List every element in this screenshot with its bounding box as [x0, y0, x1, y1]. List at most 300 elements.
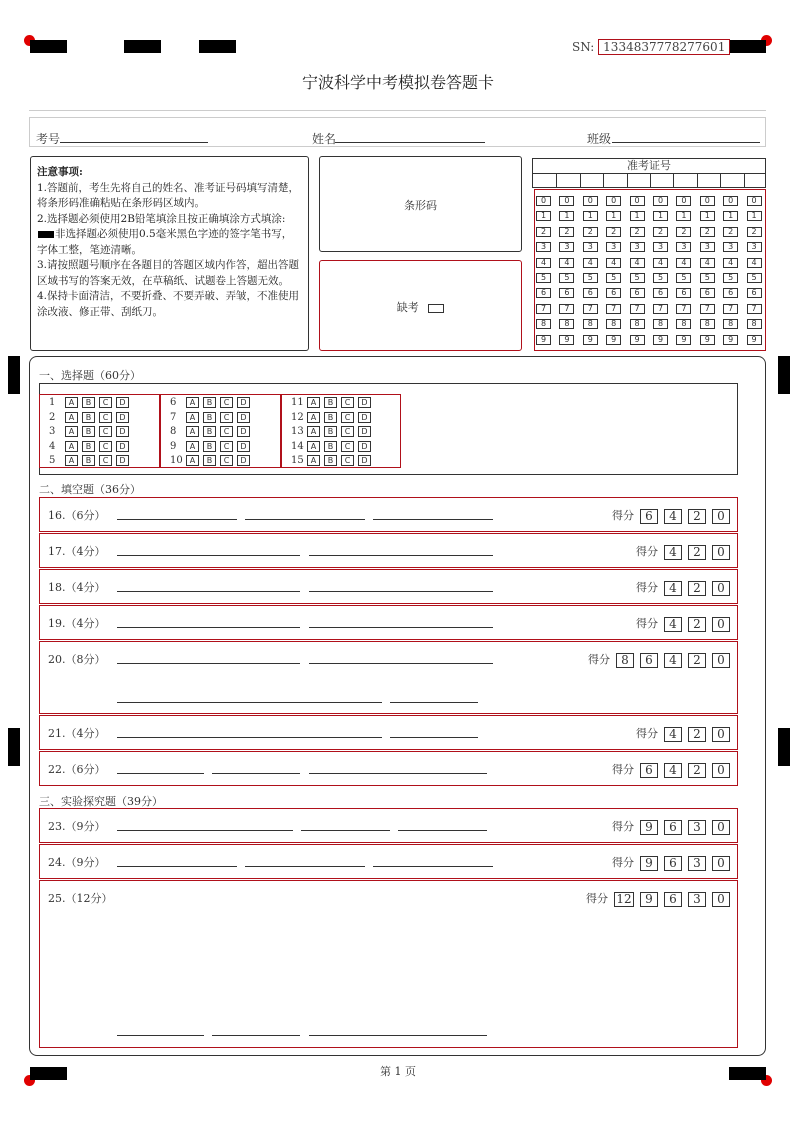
choice-question-row	[43, 455, 133, 466]
score-label: 得分	[636, 727, 658, 740]
zkzh-digit-bubble[interactable]: 5	[606, 273, 621, 283]
choice-question-row	[164, 455, 254, 466]
score-panel	[586, 890, 730, 907]
timing-mark	[30, 40, 67, 53]
zkzh-digit-bubble[interactable]: 8	[606, 319, 621, 329]
answer-blank-line[interactable]	[309, 663, 493, 664]
score-panel	[612, 854, 730, 871]
choice-option-bubble[interactable]: C	[220, 426, 233, 437]
zkzh-digit-bubble[interactable]: 6	[559, 288, 574, 298]
zkzh-digit-bubble[interactable]: 8	[676, 319, 691, 329]
notes-box	[30, 156, 309, 351]
zkzh-digit-bubble[interactable]: 0	[583, 196, 598, 206]
zkzh-digit-bubble[interactable]: 0	[676, 196, 691, 206]
choice-option-bubble[interactable]: D	[358, 441, 371, 452]
answer-blank-line[interactable]	[117, 591, 300, 592]
score-bubble[interactable]: 0	[712, 509, 730, 524]
zkzh-digit-bubble[interactable]: 9	[747, 335, 762, 345]
zkzh-digit-bubble[interactable]: 1	[559, 211, 574, 221]
zkzh-digit-bubble[interactable]: 1	[606, 211, 621, 221]
zkzh-digit-bubble[interactable]: 1	[747, 211, 762, 221]
page-title: 宁波科学中考模拟卷答题卡	[301, 73, 494, 92]
zkzh-digit-bubble[interactable]: 2	[723, 227, 738, 237]
score-bubble[interactable]: 6	[664, 820, 682, 835]
choice-option-bubble[interactable]: D	[116, 412, 129, 423]
choice-option-bubble[interactable]: B	[82, 397, 95, 408]
choice-option-bubble[interactable]: B	[203, 397, 216, 408]
exam-no-label: 考号	[36, 132, 61, 146]
zkzh-digit-bubble[interactable]: 1	[723, 211, 738, 221]
score-label: 得分	[636, 545, 658, 558]
choice-number: 15	[291, 455, 304, 467]
score-bubble[interactable]: 2	[688, 763, 706, 778]
choice-question-row	[285, 441, 375, 452]
score-bubble[interactable]: 4	[664, 653, 682, 668]
zkzh-digit-bubble[interactable]: 4	[536, 258, 551, 268]
choice-option-bubble[interactable]: A	[307, 455, 320, 466]
choice-question-row	[164, 441, 254, 452]
choice-option-bubble[interactable]: D	[358, 412, 371, 423]
score-label: 得分	[612, 820, 634, 833]
zkzh-digit-bubble[interactable]: 0	[723, 196, 738, 206]
zkzh-digit-bubble[interactable]: 1	[630, 211, 645, 221]
score-bubble[interactable]: 0	[712, 856, 730, 871]
score-bubble[interactable]: 4	[664, 763, 682, 778]
choice-number: 4	[49, 440, 56, 452]
zkzh-digit-bubble[interactable]: 4	[630, 258, 645, 268]
score-bubble[interactable]: 2	[688, 545, 706, 560]
answer-blank-line[interactable]	[117, 519, 237, 520]
zkzh-digit-bubble[interactable]: 5	[583, 273, 598, 283]
zkzh-digit-bubble[interactable]: 6	[676, 288, 691, 298]
zkzh-digit-bubble[interactable]: 2	[583, 227, 598, 237]
zkzh-digit-bubble[interactable]: 3	[583, 242, 598, 252]
answer-blank-line[interactable]	[309, 627, 493, 628]
choice-option-bubble[interactable]: D	[358, 455, 371, 466]
zkzh-digit-bubble[interactable]: 5	[536, 273, 551, 283]
answer-blank-line[interactable]	[212, 773, 300, 774]
score-label: 得分	[588, 653, 610, 666]
zkzh-digit-bubble[interactable]: 8	[747, 319, 762, 329]
choice-number: 6	[170, 397, 177, 408]
zkzh-title: 准考证号	[532, 158, 766, 174]
choice-option-bubble[interactable]: A	[307, 441, 320, 452]
choice-option-bubble[interactable]: C	[341, 397, 354, 408]
choice-option-bubble[interactable]: B	[203, 412, 216, 423]
score-label: 得分	[636, 617, 658, 630]
choice-option-bubble[interactable]: C	[341, 455, 354, 466]
choice-question-row	[164, 397, 254, 408]
choice-option-bubble[interactable]: D	[237, 397, 250, 408]
choice-option-bubble[interactable]: A	[65, 455, 78, 466]
score-bubble[interactable]: 12	[614, 892, 634, 907]
zkzh-digit-bubble[interactable]: 9	[676, 335, 691, 345]
zkzh-digit-bubble[interactable]: 1	[700, 211, 715, 221]
zkzh-digit-bubble[interactable]: 1	[676, 211, 691, 221]
score-bubble[interactable]: 0	[712, 653, 730, 668]
timing-mark	[8, 356, 20, 394]
choice-number: 12	[291, 411, 304, 423]
zkzh-digit-bubble[interactable]: 8	[700, 319, 715, 329]
zkzh-digit-bubble[interactable]: 3	[559, 242, 574, 252]
answer-blank-line[interactable]	[309, 555, 493, 556]
score-bubble[interactable]: 4	[664, 727, 682, 742]
page-footer: 第 1 页	[380, 1065, 416, 1078]
choice-option-bubble[interactable]: A	[186, 455, 199, 466]
answer-blank-line[interactable]	[390, 737, 478, 738]
score-bubble[interactable]: 4	[664, 545, 682, 560]
answer-blank-line[interactable]	[117, 663, 300, 664]
answer-blank-line[interactable]	[373, 519, 493, 520]
answer-blank-line[interactable]	[117, 555, 300, 556]
question-answer-box[interactable]	[39, 605, 738, 640]
zkzh-digit-bubble[interactable]: 2	[606, 227, 621, 237]
score-bubble[interactable]: 3	[688, 892, 706, 907]
answer-blank-line[interactable]	[390, 702, 478, 703]
zkzh-digit-bubble[interactable]: 9	[536, 335, 551, 345]
choice-option-bubble[interactable]: A	[65, 397, 78, 408]
answer-blank-line[interactable]	[309, 591, 493, 592]
zkzh-digit-bubble[interactable]: 2	[559, 227, 574, 237]
question-label: 17.（4分）	[48, 545, 106, 558]
choice-option-bubble[interactable]: B	[82, 455, 95, 466]
zkzh-digit-bubble[interactable]: 9	[653, 335, 668, 345]
choice-option-bubble[interactable]: C	[341, 441, 354, 452]
notes-line-2: 2.选择题必须使用2B铅笔填涂且按正确填涂方式填涂:非选择题必须使用0.5毫米黑色字迹的签字笔书写，字体工整，笔迹清晰。	[37, 212, 293, 256]
zkzh-digit-bubble[interactable]: 7	[747, 304, 762, 314]
score-bubble[interactable]: 2	[688, 653, 706, 668]
choice-number: 2	[49, 411, 56, 423]
zkzh-digit-bubble[interactable]: 1	[536, 211, 551, 221]
choice-option-bubble[interactable]: A	[65, 426, 78, 437]
choice-option-bubble[interactable]: D	[116, 455, 129, 466]
choice-option-bubble[interactable]: C	[99, 455, 112, 466]
zkzh-digit-bubble[interactable]: 6	[583, 288, 598, 298]
zkzh-digit-bubble[interactable]: 0	[747, 196, 762, 206]
zkzh-digit-bubble[interactable]: 6	[747, 288, 762, 298]
exam-no-field[interactable]	[60, 128, 208, 143]
timing-mark	[199, 40, 236, 53]
choice-option-bubble[interactable]: B	[324, 441, 337, 452]
score-bubble[interactable]: 6	[664, 856, 682, 871]
choice-option-bubble[interactable]: B	[203, 455, 216, 466]
choice-option-bubble[interactable]: B	[324, 412, 337, 423]
title-divider	[29, 110, 766, 111]
choice-option-bubble[interactable]: A	[307, 412, 320, 423]
choice-number: 9	[170, 440, 177, 452]
zkzh-digit-bubble[interactable]: 3	[723, 242, 738, 252]
timing-mark	[729, 40, 766, 53]
score-bubble[interactable]: 0	[712, 727, 730, 742]
score-bubble[interactable]: 6	[640, 763, 658, 778]
choice-option-bubble[interactable]: C	[99, 412, 112, 423]
choice-option-bubble[interactable]: D	[358, 397, 371, 408]
answer-blank-line[interactable]	[245, 866, 365, 867]
zkzh-digit-bubble[interactable]: 2	[630, 227, 645, 237]
timing-mark	[778, 356, 790, 394]
choice-question-row	[43, 397, 133, 408]
score-bubble[interactable]: 6	[640, 653, 658, 668]
answer-blank-line[interactable]	[117, 866, 237, 867]
zkzh-digit-bubble[interactable]: 7	[606, 304, 621, 314]
score-label: 得分	[612, 856, 634, 869]
choice-option-bubble[interactable]: B	[82, 441, 95, 452]
choice-question-row	[164, 426, 254, 437]
zkzh-digit-bubble[interactable]: 4	[606, 258, 621, 268]
choice-question-row	[285, 426, 375, 437]
choice-option-bubble[interactable]: B	[324, 397, 337, 408]
zkzh-digit-bubble[interactable]: 4	[747, 258, 762, 268]
choice-option-bubble[interactable]: B	[82, 412, 95, 423]
score-bubble[interactable]: 2	[688, 617, 706, 632]
zkzh-digit-bubble[interactable]: 6	[536, 288, 551, 298]
absent-checkbox[interactable]	[428, 304, 444, 313]
score-bubble[interactable]: 9	[640, 856, 658, 871]
question-label: 23.（9分）	[48, 820, 106, 833]
score-bubble[interactable]: 0	[712, 892, 730, 907]
choice-option-bubble[interactable]: D	[116, 426, 129, 437]
class-field[interactable]	[612, 128, 760, 143]
choice-option-bubble[interactable]: A	[307, 426, 320, 437]
choice-option-bubble[interactable]: B	[324, 455, 337, 466]
absent-label: 缺考	[396, 301, 419, 314]
zkzh-digit-bubble[interactable]: 2	[536, 227, 551, 237]
notes-title: 注意事项:	[37, 166, 83, 178]
zkzh-digit-bubble[interactable]: 8	[723, 319, 738, 329]
choice-option-bubble[interactable]: D	[237, 426, 250, 437]
zkzh-digit-bubble[interactable]: 7	[630, 304, 645, 314]
zkzh-digit-bubble[interactable]: 6	[630, 288, 645, 298]
zkzh-digit-bubble[interactable]: 7	[700, 304, 715, 314]
zkzh-digit-bubble[interactable]: 6	[700, 288, 715, 298]
score-bubble[interactable]: 3	[688, 820, 706, 835]
zkzh-digit-bubble[interactable]: 9	[700, 335, 715, 345]
choice-question-row	[285, 412, 375, 423]
question-answer-box[interactable]	[39, 533, 738, 568]
question-answer-box[interactable]	[39, 715, 738, 750]
zkzh-digit-bubble[interactable]: 7	[536, 304, 551, 314]
choice-number: 13	[291, 426, 304, 438]
score-bubble[interactable]: 0	[712, 820, 730, 835]
zkzh-digit-bubble[interactable]: 5	[630, 273, 645, 283]
score-bubble[interactable]: 0	[712, 617, 730, 632]
choice-option-bubble[interactable]: A	[307, 397, 320, 408]
question-label: 18.（4分）	[48, 581, 106, 594]
score-label: 得分	[612, 763, 634, 776]
zkzh-digit-bubble[interactable]: 3	[653, 242, 668, 252]
name-field[interactable]	[335, 128, 485, 143]
choice-option-bubble[interactable]: B	[324, 426, 337, 437]
choice-number: 10	[170, 455, 183, 467]
class-label: 班级	[587, 132, 612, 146]
choice-option-bubble[interactable]: B	[203, 441, 216, 452]
score-panel	[612, 818, 730, 835]
zkzh-digit-bubble[interactable]: 8	[536, 319, 551, 329]
score-bubble[interactable]: 0	[712, 545, 730, 560]
zkzh-digit-bubble[interactable]: 9	[583, 335, 598, 345]
choice-option-bubble[interactable]: A	[186, 426, 199, 437]
choice-option-bubble[interactable]: C	[220, 412, 233, 423]
zkzh-digit-bubble[interactable]: 5	[559, 273, 574, 283]
answer-blank-line[interactable]	[373, 866, 493, 867]
choice-option-bubble[interactable]: A	[186, 441, 199, 452]
choice-option-bubble[interactable]: A	[186, 397, 199, 408]
zkzh-digit-bubble[interactable]: 9	[559, 335, 574, 345]
choice-option-bubble[interactable]: D	[116, 441, 129, 452]
zkzh-grid[interactable]	[532, 158, 766, 351]
zkzh-digit-bubble[interactable]: 3	[606, 242, 621, 252]
zkzh-digit-bubble[interactable]: 6	[653, 288, 668, 298]
score-bubble[interactable]: 4	[664, 617, 682, 632]
sn-value: 1334837778277601	[598, 39, 730, 55]
notes-line-4: 4.保持卡面清洁，不要折叠、不要弄破、弄皱，不准使用涂改液、修正带、刮纸刀。	[37, 290, 300, 318]
zkzh-digit-bubble[interactable]: 4	[723, 258, 738, 268]
zkzh-digit-bubble[interactable]: 0	[653, 196, 668, 206]
zkzh-digit-bubble[interactable]: 4	[700, 258, 715, 268]
answer-blank-line[interactable]	[117, 773, 204, 774]
score-bubble[interactable]: 4	[664, 509, 682, 524]
zkzh-digit-bubble[interactable]: 7	[653, 304, 668, 314]
score-bubble[interactable]: 2	[688, 581, 706, 596]
choice-option-bubble[interactable]: C	[99, 441, 112, 452]
choice-option-bubble[interactable]: C	[220, 397, 233, 408]
answer-blank-line[interactable]	[309, 1035, 487, 1036]
choice-option-bubble[interactable]: D	[237, 455, 250, 466]
serial-number	[572, 40, 730, 54]
zkzh-digit-bubble[interactable]: 3	[630, 242, 645, 252]
zkzh-digit-bubble[interactable]: 6	[606, 288, 621, 298]
answer-blank-line[interactable]	[309, 773, 487, 774]
score-panel	[636, 615, 730, 632]
barcode-area	[319, 156, 522, 252]
name-label: 姓名	[312, 132, 337, 146]
question-label: 24.（9分）	[48, 856, 106, 869]
zkzh-panel	[532, 158, 766, 351]
zkzh-digit-bubble[interactable]: 9	[630, 335, 645, 345]
choice-option-bubble[interactable]: A	[65, 412, 78, 423]
zkzh-digit-bubble[interactable]: 0	[606, 196, 621, 206]
choice-question-row	[285, 397, 375, 408]
zkzh-digit-bubble[interactable]: 7	[723, 304, 738, 314]
zkzh-digit-bubble[interactable]: 5	[653, 273, 668, 283]
choice-option-bubble[interactable]: D	[237, 412, 250, 423]
choice-option-bubble[interactable]: A	[65, 441, 78, 452]
choice-option-bubble[interactable]: C	[341, 412, 354, 423]
score-bubble[interactable]: 2	[688, 509, 706, 524]
zkzh-digit-bubble[interactable]: 2	[700, 227, 715, 237]
choice-option-bubble[interactable]: C	[220, 455, 233, 466]
zkzh-digit-bubble[interactable]: 8	[653, 319, 668, 329]
zkzh-digit-bubble[interactable]: 0	[536, 196, 551, 206]
question-label: 22.（6分）	[48, 763, 106, 776]
answer-blank-line[interactable]	[398, 830, 487, 831]
choice-question-row	[164, 412, 254, 423]
zkzh-digit-bubble[interactable]: 4	[676, 258, 691, 268]
score-bubble[interactable]: 0	[712, 581, 730, 596]
answer-blank-line[interactable]	[117, 830, 293, 831]
choice-question-row	[43, 426, 133, 437]
zkzh-digit-bubble[interactable]: 3	[700, 242, 715, 252]
zkzh-digit-bubble[interactable]: 6	[723, 288, 738, 298]
answer-blank-line[interactable]	[301, 830, 390, 831]
zkzh-digit-bubble[interactable]: 8	[559, 319, 574, 329]
info-row	[29, 117, 766, 147]
score-bubble[interactable]: 9	[640, 892, 658, 907]
choice-option-bubble[interactable]: C	[99, 426, 112, 437]
choice-question-row	[43, 441, 133, 452]
zkzh-digit-bubble[interactable]: 8	[583, 319, 598, 329]
score-panel	[612, 761, 730, 778]
choice-option-bubble[interactable]: C	[99, 397, 112, 408]
choice-option-bubble[interactable]: A	[186, 412, 199, 423]
answer-blank-line[interactable]	[117, 702, 382, 703]
zkzh-digit-bubble[interactable]: 3	[747, 242, 762, 252]
notes-line-1: 1.答题前，考生先将自己的姓名、准考证号码填写清楚，将条形码准确粘贴在条形码区域内。	[37, 181, 300, 209]
score-bubble[interactable]: 4	[664, 581, 682, 596]
zkzh-digit-bubble[interactable]: 9	[606, 335, 621, 345]
zkzh-digit-bubble[interactable]: 2	[676, 227, 691, 237]
score-bubble[interactable]: 6	[664, 892, 682, 907]
zkzh-digit-bubble[interactable]: 0	[630, 196, 645, 206]
choice-option-bubble[interactable]: C	[341, 426, 354, 437]
zkzh-digit-bubble[interactable]: 5	[676, 273, 691, 283]
answer-blank-line[interactable]	[117, 737, 382, 738]
score-label: 得分	[612, 509, 634, 522]
score-bubble[interactable]: 2	[688, 727, 706, 742]
zkzh-digit-bubble[interactable]: 0	[700, 196, 715, 206]
zkzh-digit-bubble[interactable]: 7	[559, 304, 574, 314]
choice-option-bubble[interactable]: D	[237, 441, 250, 452]
zkzh-digit-bubble[interactable]: 5	[700, 273, 715, 283]
choice-option-bubble[interactable]: B	[203, 426, 216, 437]
answer-blank-line[interactable]	[245, 519, 365, 520]
zkzh-digit-bubble[interactable]: 2	[747, 227, 762, 237]
answer-blank-line[interactable]	[117, 627, 300, 628]
zkzh-digit-bubble[interactable]: 0	[559, 196, 574, 206]
score-label: 得分	[636, 581, 658, 594]
answer-blank-line[interactable]	[117, 1035, 204, 1036]
score-label: 得分	[586, 892, 608, 905]
zkzh-digit-bubble[interactable]: 3	[676, 242, 691, 252]
zkzh-digit-bubble[interactable]: 5	[723, 273, 738, 283]
zkzh-digit-bubble[interactable]: 4	[583, 258, 598, 268]
choice-option-bubble[interactable]: B	[82, 426, 95, 437]
zkzh-digit-bubble[interactable]: 9	[723, 335, 738, 345]
question-answer-box[interactable]	[39, 569, 738, 604]
zkzh-digit-bubble[interactable]: 3	[536, 242, 551, 252]
score-bubble[interactable]: 3	[688, 856, 706, 871]
zkzh-digit-bubble[interactable]: 4	[559, 258, 574, 268]
zkzh-digit-bubble[interactable]: 7	[676, 304, 691, 314]
choice-option-bubble[interactable]: C	[220, 441, 233, 452]
score-bubble[interactable]: 8	[616, 653, 634, 668]
score-bubble[interactable]: 9	[640, 820, 658, 835]
zkzh-digit-bubble[interactable]: 1	[583, 211, 598, 221]
choice-option-bubble[interactable]: D	[116, 397, 129, 408]
zkzh-digit-bubble[interactable]: 8	[630, 319, 645, 329]
choice-option-bubble[interactable]: D	[358, 426, 371, 437]
zkzh-digit-bubble[interactable]: 7	[583, 304, 598, 314]
score-bubble[interactable]: 6	[640, 509, 658, 524]
score-bubble[interactable]: 0	[712, 763, 730, 778]
zkzh-digit-bubble[interactable]: 5	[747, 273, 762, 283]
zkzh-digit-bubble[interactable]: 1	[653, 211, 668, 221]
score-panel	[636, 579, 730, 596]
section-choice-title: 一、选择题（60分）	[39, 369, 141, 382]
zkzh-digit-bubble[interactable]: 4	[653, 258, 668, 268]
answer-blank-line[interactable]	[212, 1035, 300, 1036]
zkzh-digit-bubble[interactable]: 2	[653, 227, 668, 237]
